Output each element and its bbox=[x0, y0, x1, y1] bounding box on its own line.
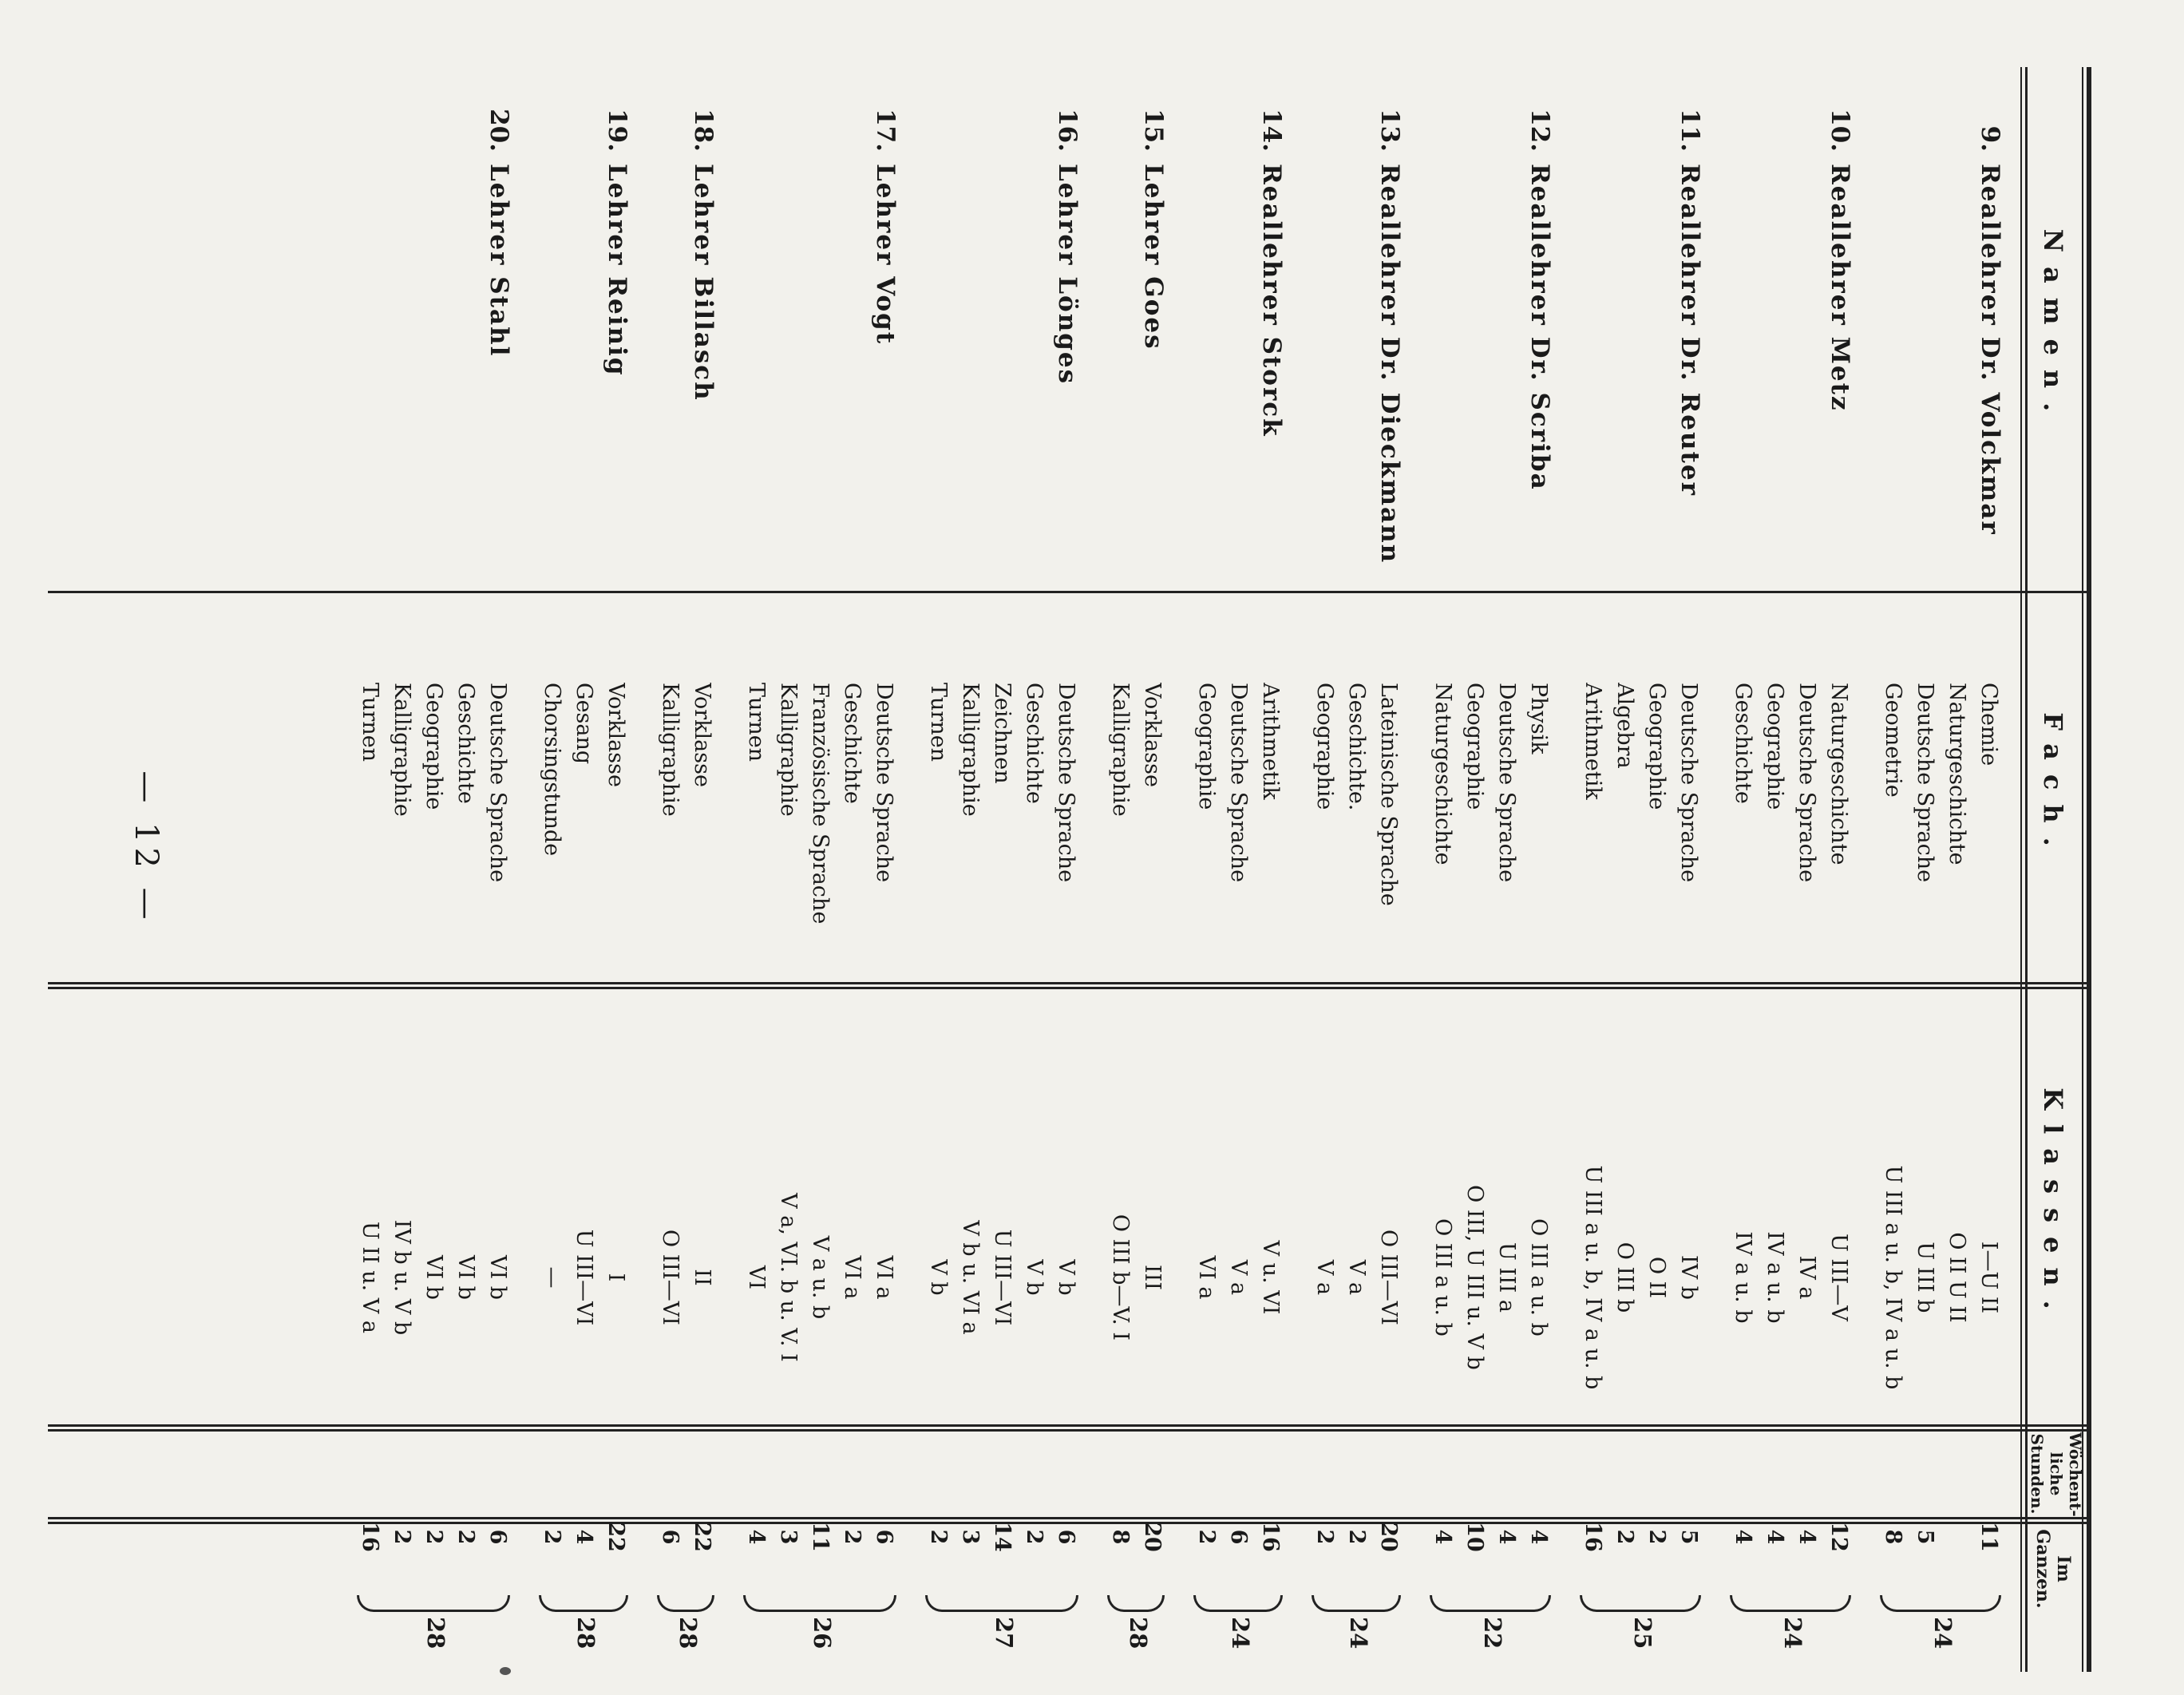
subject-name: Kalligraphie bbox=[776, 683, 801, 817]
teacher-entry bbox=[536, 72, 631, 1669]
weekly-hours: 4 bbox=[572, 1529, 596, 1545]
subject-row bbox=[1190, 72, 1222, 1669]
subject-row bbox=[1308, 72, 1340, 1669]
subject-name: Chemie bbox=[1976, 683, 2001, 766]
class-list: O III b bbox=[1612, 1242, 1637, 1313]
weekly-hours: 12 bbox=[1826, 1522, 1851, 1552]
subject-row bbox=[1254, 72, 1286, 1669]
subject-row bbox=[1727, 72, 1759, 1669]
subject-name: Kalligraphie bbox=[390, 683, 414, 817]
teacher-name: Reallehrer Dr. Scriba bbox=[1525, 164, 1554, 491]
teacher-number: 17. bbox=[871, 109, 900, 152]
subject-row bbox=[449, 72, 481, 1669]
weekly-hours: 6 bbox=[1054, 1529, 1078, 1545]
class-list: II bbox=[690, 1269, 714, 1286]
subject-name: Kalligraphie bbox=[958, 683, 983, 817]
teacher-entry bbox=[354, 72, 513, 1669]
class-list: O III—VI bbox=[1376, 1230, 1401, 1325]
teacher-number: 13. bbox=[1375, 109, 1404, 152]
weekly-hours: 11 bbox=[1976, 1522, 2001, 1552]
subject-row bbox=[1608, 72, 1640, 1669]
weekly-hours: 4 bbox=[1763, 1529, 1787, 1545]
weekly-hours: 16 bbox=[1581, 1522, 1605, 1552]
teacher-number: 14. bbox=[1257, 109, 1286, 152]
subject-name: Vorklasse bbox=[1140, 683, 1165, 787]
class-list: — bbox=[540, 1266, 564, 1289]
teacher-name: Reallehrer Metz bbox=[1826, 164, 1854, 412]
subject-name: Gesang bbox=[572, 683, 596, 765]
class-list: V a u. b bbox=[808, 1235, 833, 1320]
class-list: O III a u. b bbox=[1526, 1218, 1551, 1337]
subject-row bbox=[1941, 72, 1972, 1669]
class-list: O III, U III u. V b bbox=[1462, 1185, 1487, 1370]
teacher-number: 15. bbox=[1139, 109, 1168, 152]
subject-row bbox=[1372, 72, 1404, 1669]
class-list: V a bbox=[1344, 1259, 1369, 1296]
subject-name: Deutsche Sprache bbox=[1054, 683, 1078, 883]
weekly-hours: 6 bbox=[658, 1529, 682, 1545]
subject-row bbox=[1972, 72, 2004, 1669]
subject-row bbox=[1222, 72, 1254, 1669]
teacher-entry bbox=[1877, 72, 2004, 1669]
class-list: U III—V bbox=[1826, 1234, 1851, 1321]
subject-row bbox=[986, 72, 1018, 1669]
class-list: O II U II bbox=[1945, 1232, 1969, 1323]
subject-row bbox=[568, 72, 599, 1669]
total-brace bbox=[1193, 1595, 1283, 1612]
subject-name: Geschichte bbox=[840, 683, 864, 804]
class-list: O III b—V. I bbox=[1108, 1214, 1133, 1341]
class-list: IV a bbox=[1794, 1255, 1819, 1300]
class-list: V a, VI. b u. V. I bbox=[776, 1193, 801, 1362]
teacher-name: Lehrer Goes bbox=[1139, 164, 1168, 350]
subject-name: Naturgeschichte bbox=[1945, 683, 1969, 865]
teacher-entry bbox=[922, 72, 1082, 1669]
class-list: U III a u. b, IV a u. b bbox=[1581, 1165, 1605, 1390]
subject-name: Deutsche Sprache bbox=[872, 683, 896, 883]
class-list: VI bbox=[744, 1265, 769, 1290]
class-list: I bbox=[603, 1273, 628, 1282]
class-list: U III a bbox=[1494, 1242, 1519, 1313]
total-hours: 28 bbox=[675, 1617, 702, 1649]
class-list: O III—VI bbox=[658, 1230, 682, 1325]
total-brace bbox=[357, 1595, 510, 1612]
total-hours: 24 bbox=[1227, 1617, 1254, 1649]
teacher-name: Lehrer Reinig bbox=[603, 164, 631, 377]
teacher-entry bbox=[1577, 72, 1704, 1669]
teacher-entry bbox=[1426, 72, 1554, 1669]
subject-name: Geschichte bbox=[1731, 683, 1755, 804]
total-hours: 24 bbox=[1345, 1617, 1372, 1649]
teacher-entry bbox=[654, 72, 718, 1669]
subject-name: Geographie bbox=[1194, 683, 1219, 810]
class-list: VI b bbox=[421, 1254, 446, 1301]
teacher-number: 18. bbox=[689, 109, 718, 152]
weekly-hours: 20 bbox=[1376, 1522, 1401, 1552]
subject-row bbox=[1426, 72, 1458, 1669]
subject-name: Turnen bbox=[358, 683, 382, 762]
weekly-hours: 3 bbox=[776, 1529, 801, 1545]
weekly-hours: 16 bbox=[1258, 1522, 1283, 1552]
subject-row bbox=[1672, 72, 1704, 1669]
class-list: VI b bbox=[453, 1254, 478, 1301]
class-list: V b bbox=[926, 1259, 951, 1296]
teacher-name: Reallehrer Dr. Dieckmann bbox=[1375, 164, 1404, 564]
weekly-hours: 2 bbox=[1022, 1529, 1046, 1545]
class-list: V u. VI bbox=[1258, 1240, 1283, 1315]
teacher-name: Reallehrer Dr. Volckmar bbox=[1976, 164, 2004, 536]
subject-row bbox=[1490, 72, 1522, 1669]
subject-row bbox=[1790, 72, 1822, 1669]
weekly-hours: 10 bbox=[1462, 1522, 1487, 1552]
total-brace bbox=[1312, 1595, 1401, 1612]
subject-name: Deutsche Sprache bbox=[1794, 683, 1819, 883]
subject-name: Arithmetik bbox=[1258, 683, 1283, 800]
teacher-number: 9. bbox=[1976, 125, 2004, 152]
weekly-hours: 5 bbox=[1913, 1529, 1937, 1545]
teacher-entry bbox=[1727, 72, 1854, 1669]
subject-name: Deutsche Sprache bbox=[485, 683, 510, 883]
subject-name: Geographie bbox=[1644, 683, 1669, 810]
teacher-name: Lehrer Vogt bbox=[871, 164, 900, 346]
teacher-name: Reallehrer Storck bbox=[1257, 164, 1286, 438]
total-hours: 28 bbox=[1125, 1617, 1152, 1649]
teacher-number: 16. bbox=[1053, 109, 1082, 152]
subject-row bbox=[1018, 72, 1050, 1669]
subject-row bbox=[1822, 72, 1854, 1669]
subject-name: Kalligraphie bbox=[658, 683, 682, 817]
weekly-hours: 2 bbox=[421, 1529, 446, 1545]
weekly-hours: 2 bbox=[1312, 1529, 1337, 1545]
class-list: VI b bbox=[485, 1254, 510, 1301]
class-list: U III—VI bbox=[572, 1229, 596, 1326]
total-hours: 25 bbox=[1629, 1617, 1656, 1649]
class-list: IV a u. b bbox=[1763, 1231, 1787, 1324]
subject-name: Vorklasse bbox=[690, 683, 714, 787]
weekly-hours: 2 bbox=[1194, 1529, 1219, 1545]
weekly-hours: 16 bbox=[358, 1522, 382, 1552]
weekly-hours: 5 bbox=[1676, 1529, 1701, 1545]
class-list: IV b bbox=[1676, 1254, 1701, 1301]
teacher-entry bbox=[1308, 72, 1404, 1669]
subject-name: Algebra bbox=[1612, 683, 1637, 769]
class-list: V a bbox=[1312, 1259, 1337, 1296]
subject-name: Zeichnen bbox=[990, 683, 1015, 784]
subject-row bbox=[1340, 72, 1372, 1669]
subject-row bbox=[1577, 72, 1608, 1669]
subject-name: Turnen bbox=[744, 683, 769, 762]
subject-row bbox=[1759, 72, 1790, 1669]
subject-name: Geographie bbox=[1462, 683, 1487, 810]
subject-row bbox=[481, 72, 513, 1669]
subject-name: Geographie bbox=[1312, 683, 1337, 810]
class-list: U II u. V a bbox=[358, 1222, 382, 1333]
subject-row bbox=[804, 72, 836, 1669]
subject-name: Chorsingstunde bbox=[540, 683, 564, 857]
subject-name: Arithmetik bbox=[1581, 683, 1605, 800]
total-brace bbox=[539, 1595, 628, 1612]
subject-row bbox=[354, 72, 386, 1669]
subject-row bbox=[654, 72, 686, 1669]
weekly-hours: 2 bbox=[840, 1529, 864, 1545]
teacher-number: 12. bbox=[1525, 109, 1554, 152]
class-list: IV a u. b bbox=[1731, 1231, 1755, 1324]
class-list: IV b u. V b bbox=[390, 1219, 414, 1336]
subject-name: Geschichte. bbox=[1344, 683, 1369, 811]
total-hours: 26 bbox=[809, 1617, 836, 1649]
teacher-number: 19. bbox=[603, 109, 631, 152]
weekly-hours: 8 bbox=[1108, 1529, 1133, 1545]
class-list: I—U II bbox=[1976, 1241, 2001, 1314]
teacher-entry bbox=[740, 72, 900, 1669]
subject-name: Turnen bbox=[926, 683, 951, 762]
subject-row bbox=[599, 72, 631, 1669]
subject-row bbox=[536, 72, 568, 1669]
teacher-name: Lehrer Lönges bbox=[1053, 164, 1082, 386]
class-list: O II bbox=[1644, 1256, 1669, 1299]
subject-name: Physik bbox=[1526, 683, 1551, 754]
subject-row bbox=[772, 72, 804, 1669]
total-hours: 27 bbox=[991, 1617, 1018, 1649]
subject-name: Geographie bbox=[421, 683, 446, 810]
weekly-hours: 2 bbox=[1644, 1529, 1669, 1545]
teacher-number: 20. bbox=[485, 109, 513, 152]
header-im-ganzen: Im Ganzen. bbox=[2032, 1529, 2074, 1609]
class-list: U III—VI bbox=[990, 1229, 1015, 1326]
weekly-hours: 22 bbox=[603, 1522, 628, 1552]
header-klassen: Klassen. bbox=[2038, 1087, 2068, 1324]
weekly-hours: 6 bbox=[1226, 1529, 1251, 1545]
weekly-hours: 22 bbox=[690, 1522, 714, 1552]
class-list: VI a bbox=[872, 1255, 896, 1300]
subject-row bbox=[1458, 72, 1490, 1669]
class-list: V a bbox=[1226, 1259, 1251, 1296]
class-list: V b bbox=[1022, 1259, 1046, 1296]
teacher-name: Lehrer Stahl bbox=[485, 164, 513, 358]
subject-name: Deutsche Sprache bbox=[1494, 683, 1519, 883]
class-list: V b bbox=[1054, 1259, 1078, 1296]
subject-row bbox=[836, 72, 868, 1669]
weekly-hours: 4 bbox=[1430, 1529, 1455, 1545]
class-list: III bbox=[1140, 1265, 1165, 1290]
total-brace bbox=[1107, 1595, 1165, 1612]
subject-row bbox=[386, 72, 417, 1669]
weekly-hours: 2 bbox=[1344, 1529, 1369, 1545]
weekly-hours: 6 bbox=[485, 1529, 510, 1545]
subject-name: Geschichte bbox=[1022, 683, 1046, 804]
weekly-hours: 2 bbox=[1612, 1529, 1637, 1545]
weekly-hours: 4 bbox=[1794, 1529, 1819, 1545]
total-hours: 28 bbox=[422, 1617, 449, 1649]
teacher-entry bbox=[1190, 72, 1286, 1669]
class-list: O III a u. b bbox=[1430, 1218, 1455, 1337]
page-number: — 12 — bbox=[128, 770, 164, 925]
weekly-hours: 2 bbox=[540, 1529, 564, 1545]
subject-name: Deutsche Sprache bbox=[1913, 683, 1937, 883]
weekly-hours: 4 bbox=[1731, 1529, 1755, 1545]
subject-name: Vorklasse bbox=[603, 683, 628, 787]
weekly-hours: 4 bbox=[1526, 1529, 1551, 1545]
header-fach: Fach. bbox=[2038, 712, 2068, 861]
subject-row bbox=[417, 72, 449, 1669]
subject-name: Kalligraphie bbox=[1108, 683, 1133, 817]
total-brace bbox=[925, 1595, 1078, 1612]
total-brace bbox=[1730, 1595, 1851, 1612]
subject-name: Naturgeschichte bbox=[1826, 683, 1851, 865]
weekly-hours: 20 bbox=[1140, 1522, 1165, 1552]
weekly-hours: 8 bbox=[1881, 1529, 1905, 1545]
subject-name: Geometrie bbox=[1881, 683, 1905, 798]
header-name: Namen. bbox=[2038, 228, 2068, 426]
teacher-name: Reallehrer Dr. Reuter bbox=[1676, 164, 1704, 497]
class-list: U III b bbox=[1913, 1242, 1937, 1313]
teacher-number: 10. bbox=[1826, 109, 1854, 152]
weekly-hours: 2 bbox=[926, 1529, 951, 1545]
header-woechentliche-stunden: Wöchent-liche Stunden. bbox=[2028, 1432, 2085, 1517]
total-brace bbox=[1880, 1595, 2001, 1612]
class-list: VI a bbox=[840, 1255, 864, 1300]
subject-row bbox=[954, 72, 986, 1669]
weekly-hours: 2 bbox=[390, 1529, 414, 1545]
subject-row bbox=[868, 72, 900, 1669]
subject-name: Lateinische Sprache bbox=[1376, 683, 1401, 906]
subject-row bbox=[1050, 72, 1082, 1669]
subject-row bbox=[1136, 72, 1168, 1669]
subject-row bbox=[740, 72, 772, 1669]
total-brace bbox=[743, 1595, 896, 1612]
weekly-hours: 4 bbox=[1494, 1529, 1519, 1545]
total-brace bbox=[1430, 1595, 1551, 1612]
total-brace bbox=[657, 1595, 714, 1612]
teacher-entry bbox=[1104, 72, 1168, 1669]
subject-row bbox=[1909, 72, 1941, 1669]
subject-name: Geographie bbox=[1763, 683, 1787, 810]
teacher-name: Lehrer Billasch bbox=[689, 164, 718, 402]
subject-row bbox=[1640, 72, 1672, 1669]
subject-row bbox=[1522, 72, 1554, 1669]
total-hours: 22 bbox=[1479, 1617, 1506, 1649]
subject-row bbox=[686, 72, 718, 1669]
total-brace bbox=[1580, 1595, 1701, 1612]
class-list: U III a u. b, IV a u. b bbox=[1881, 1165, 1905, 1390]
subject-name: Geschichte bbox=[453, 683, 478, 804]
total-hours: 24 bbox=[1929, 1617, 1956, 1649]
weekly-hours: 2 bbox=[453, 1529, 478, 1545]
weekly-hours: 4 bbox=[744, 1529, 769, 1545]
total-hours: 24 bbox=[1779, 1617, 1806, 1649]
subject-name: Französische Sprache bbox=[808, 683, 833, 925]
subject-row bbox=[1104, 72, 1136, 1669]
subject-name: Deutsche Sprache bbox=[1676, 683, 1701, 883]
subject-row bbox=[1877, 72, 1909, 1669]
weekly-hours: 3 bbox=[958, 1529, 983, 1545]
class-list: VI a bbox=[1194, 1255, 1219, 1300]
total-hours: 28 bbox=[572, 1617, 599, 1649]
subject-row bbox=[922, 72, 954, 1669]
subject-name: Deutsche Sprache bbox=[1226, 683, 1251, 883]
subject-name: Naturgeschichte bbox=[1430, 683, 1455, 865]
weekly-hours: 11 bbox=[808, 1522, 833, 1552]
class-list: V b u. VI a bbox=[958, 1220, 983, 1335]
weekly-hours: 6 bbox=[872, 1529, 896, 1545]
weekly-hours: 14 bbox=[990, 1522, 1015, 1552]
teacher-number: 11. bbox=[1676, 109, 1704, 152]
